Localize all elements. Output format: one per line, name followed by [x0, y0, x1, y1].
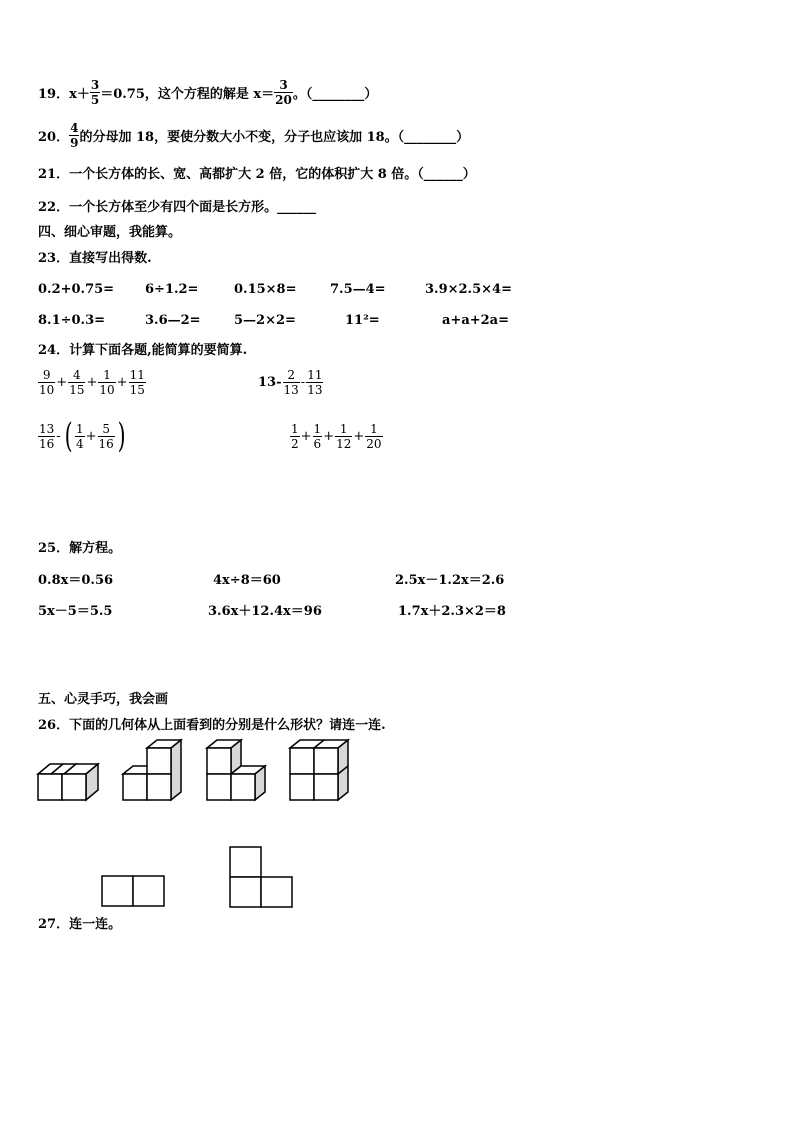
operator: +	[300, 429, 312, 444]
left-paren-icon: (	[64, 416, 73, 456]
q27-title: 27．连一连。	[38, 917, 122, 932]
q24-expression-1[interactable]	[38, 368, 146, 397]
q23-item[interactable]: a+a+2a=	[442, 313, 509, 328]
q19-pre: x＋	[69, 87, 90, 102]
q19-answer-blank[interactable]: 。（________）	[292, 87, 378, 102]
q25-equation[interactable]: 5x－5＝5.5	[38, 604, 113, 619]
solid-figure-3[interactable]	[205, 738, 269, 802]
expression-lead: 13-	[258, 375, 282, 390]
q24-expression-3[interactable]	[38, 416, 128, 456]
q19-mid: ＝0.75，这个方程的解是 x＝	[100, 87, 275, 102]
fraction: $\frac{1}{10}$	[99, 368, 115, 397]
solid-figure-4[interactable]	[288, 738, 352, 802]
section-4-title: 四、细心审题，我能算。	[38, 225, 182, 240]
operator: +	[116, 375, 128, 390]
question-20	[38, 121, 469, 150]
fraction: $\frac{11}{13}$	[307, 368, 323, 397]
q23-item[interactable]: 0.2+0.75=	[38, 282, 115, 297]
q25-title: 25．解方程。	[38, 541, 122, 556]
section-5-title: 五、心灵手巧，我会画	[38, 692, 169, 707]
q23-item[interactable]: 8.1÷0.3=	[38, 313, 106, 328]
fraction: $\frac{1}{20}$	[366, 422, 382, 451]
q20-fraction: $\frac{4}{9}$	[70, 121, 79, 150]
q25-equation[interactable]: 0.8x＝0.56	[38, 573, 114, 588]
top-view-shape-1[interactable]	[100, 874, 166, 908]
top-view-shape-2[interactable]	[228, 845, 294, 909]
q23-item[interactable]: 7.5—4=	[330, 282, 386, 297]
operator: +	[56, 375, 68, 390]
q23-item[interactable]: 6÷1.2=	[145, 282, 199, 297]
fraction: $\frac{13}{16}$	[39, 421, 55, 451]
solid-figure-2[interactable]	[121, 738, 185, 802]
fraction: $\frac{2}{13}$	[283, 368, 299, 397]
fraction: $\frac{11}{15}$	[129, 368, 145, 397]
right-paren-icon: )	[117, 416, 126, 456]
q24-expression-2[interactable]	[257, 368, 323, 397]
q19-fraction-1: $\frac{3}{5}$	[90, 78, 100, 107]
fraction: $\frac{5}{16}$	[98, 421, 114, 451]
q23-item[interactable]: 0.15×8=	[234, 282, 297, 297]
operator: +	[86, 375, 98, 390]
operator: -	[56, 428, 61, 444]
fraction: $\frac{1}{6}$	[313, 422, 322, 451]
q20-text[interactable]: 的分母加 18，要使分数大小不变，分子也应该加 18。（________）	[79, 130, 470, 145]
q19-number: 19．	[38, 87, 70, 102]
q25-equation[interactable]: 3.6x＋12.4x＝96	[208, 604, 322, 619]
q26-title: 26．下面的几何体从上面看到的分别是什么形状？请连一连.	[38, 718, 386, 733]
q25-equation[interactable]: 4x÷8＝60	[213, 573, 281, 588]
q24-title: 24．计算下面各题,能简算的要简算.	[38, 343, 248, 358]
question-22[interactable]: 22．一个长方体至少有四个面是长方形。______	[38, 200, 317, 215]
operator: -	[300, 375, 306, 390]
q23-item[interactable]: 3.6—2=	[145, 313, 201, 328]
q23-item[interactable]: 5—2×2=	[234, 313, 296, 328]
fraction: $\frac{9}{10}$	[39, 368, 55, 397]
question-21[interactable]: 21．一个长方体的长、宽、高都扩大 2 倍，它的体积扩大 8 倍。（______）	[38, 167, 476, 182]
fraction: $\frac{4}{15}$	[69, 368, 85, 397]
operator: +	[85, 428, 97, 444]
q23-item[interactable]: 3.9×2.5×4=	[425, 282, 512, 297]
q23-item[interactable]: 11²=	[345, 313, 380, 328]
q20-number: 20．	[38, 130, 70, 145]
fraction: $\frac{1}{2}$	[291, 422, 299, 451]
q25-equation[interactable]: 1.7x＋2.3×2＝8	[398, 604, 506, 619]
q24-expression-4[interactable]	[290, 422, 383, 451]
fraction: $\frac{1}{4}$	[75, 421, 84, 451]
q19-fraction-2: $\frac{3}{20}$	[275, 78, 292, 107]
q25-equation[interactable]: 2.5x－1.2x＝2.6	[395, 573, 505, 588]
question-19	[38, 78, 377, 107]
q23-title: 23．直接写出得数.	[38, 251, 152, 266]
fraction: $\frac{1}{12}$	[336, 422, 352, 451]
solid-figure-1[interactable]	[36, 756, 100, 802]
operator: +	[323, 429, 335, 444]
operator: +	[353, 429, 365, 444]
